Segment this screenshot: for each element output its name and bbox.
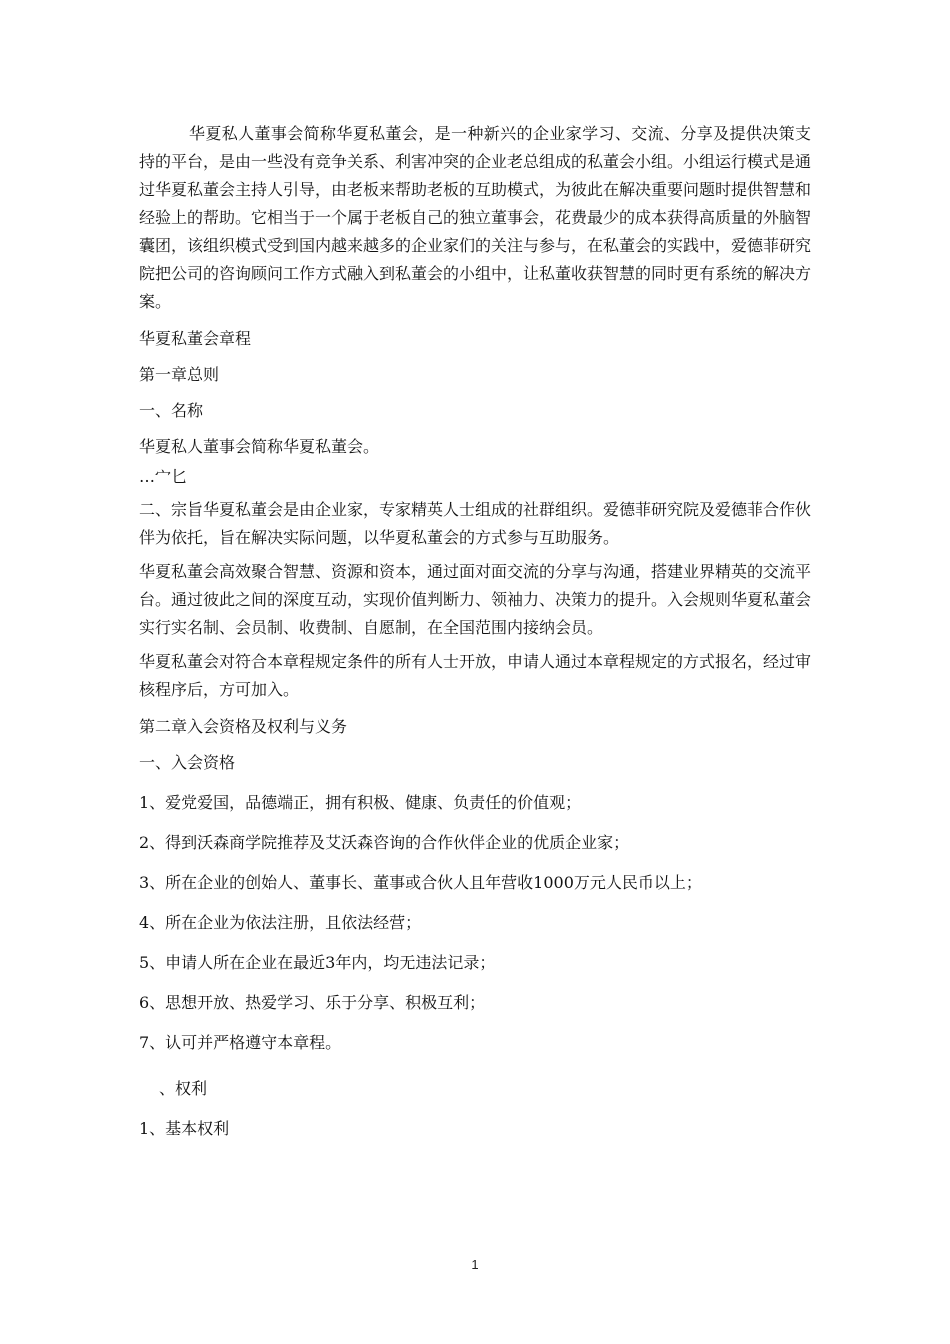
chapter-one-heading: 第一章总则 bbox=[139, 365, 220, 384]
section-qualification-heading: 一、入会资格 bbox=[139, 753, 236, 772]
list-item: 4、所在企业为依法注册，且依法经营； bbox=[139, 913, 422, 932]
list-item: 5、申请人所在企业在最近3年内，均无违法记录； bbox=[139, 953, 496, 972]
stray-text: …宀匕 bbox=[139, 467, 188, 486]
section-name-heading: 一、名称 bbox=[139, 401, 204, 420]
chapter-two-heading: 第二章入会资格及权利与义务 bbox=[139, 717, 348, 736]
list-item: 1、爱党爱国，品德端正，拥有积极、健康、负责任的价值观； bbox=[139, 793, 582, 812]
openness-paragraph: 华夏私董会对符合本章程规定条件的所有人士开放，申请人通过本章程规定的方式报名，经过审核程序后，方可加入。 bbox=[139, 652, 812, 699]
document-body bbox=[139, 120, 811, 1142]
basic-rights-heading: 1、基本权利 bbox=[139, 1119, 230, 1138]
qualification-list bbox=[139, 790, 811, 1056]
platform-paragraph: 华夏私董会高效聚合智慧、资源和资本，通过面对面交流的分享与沟通，搭建业界精英的交流平台。通过彼此之间的深度互动，实现价值判断力、领袖力、决策力的提升。入会规则华夏私董会实行实名制、会员制、收费制、自愿制，在全国范围内接纳会员。 bbox=[139, 562, 812, 637]
section-rights-heading: 、权利 bbox=[159, 1079, 208, 1098]
name-text: 华夏私人董事会简称华夏私董会。 bbox=[139, 437, 380, 456]
list-item: 7、认可并严格遵守本章程。 bbox=[139, 1033, 342, 1052]
intro-paragraph: 华夏私人董事会简称华夏私董会，是一种新兴的企业家学习、交流、分享及提供决策支持的平台，是由一些没有竞争关系、利害冲突的企业老总组成的私董会小组。小组运行模式是通过华夏私董会主持人引导，由老板来帮助老板的互助模式，为彼此在解决重要问题时提供智慧和经验上的帮助。它相当于一个属于老板自己的独立董事会，花费最少的成本获得高质量的外脑智囊团，该组织模式受到国内越来越多的企业家们的关注与参与，在私董会的实践中，爱德菲研究院把公司的咨询顾问工作方式融入到私董会的小组中，让私董收获智慧的同时更有系统的解决方案。 bbox=[139, 124, 812, 311]
charter-title: 华夏私董会章程 bbox=[139, 329, 252, 348]
page-number: 1 bbox=[471, 1257, 479, 1272]
purpose-paragraph: 二、宗旨华夏私董会是由企业家，专家精英人士组成的社群组织。爱德菲研究院及爱德菲合作伙伴为依托，旨在解决实际问题，以华夏私董会的方式参与互助服务。 bbox=[139, 500, 812, 547]
list-item: 2、得到沃森商学院推荐及艾沃森咨询的合作伙伴企业的优质企业家； bbox=[139, 833, 630, 852]
list-item: 3、所在企业的创始人、董事长、董事或合伙人且年营收1000万元人民币以上； bbox=[139, 873, 702, 892]
list-item: 6、思想开放、热爱学习、乐于分享、积极互利； bbox=[139, 993, 486, 1012]
